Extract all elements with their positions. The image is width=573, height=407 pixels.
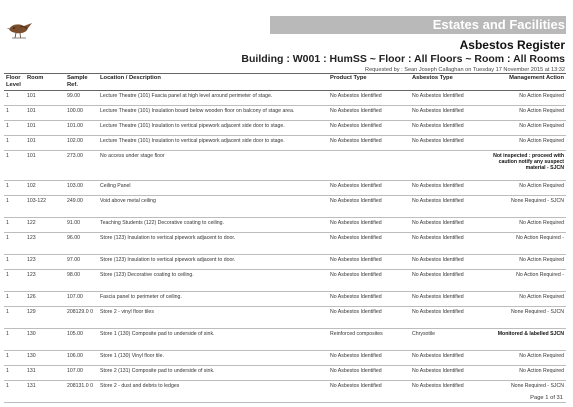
- cell-location-description: Lecture Theatre (101) Insulation to vertical pipework adjacent side door to stage.: [98, 136, 328, 151]
- requested-by-line: Requested by : Sean Joseph Callaghan on Tuesday 17 November 2015 at 13:32: [365, 67, 565, 73]
- bird-logo-icon: [6, 18, 36, 40]
- cell-location-description: Lecture Theatre (101) Fascia panel at high level around perimeter of stage.: [98, 91, 328, 106]
- cell-floor: 1: [4, 233, 25, 255]
- cell-sample-ref: 249.00: [65, 196, 98, 218]
- cell-sample-ref: 103.00: [65, 181, 98, 196]
- cell-room: 123: [25, 255, 65, 270]
- table-row: [4, 196, 566, 218]
- table-row: [4, 218, 566, 233]
- cell-floor: 1: [4, 366, 25, 381]
- cell-room: 129: [25, 307, 65, 329]
- cell-product-type: No Asbestos Identified: [328, 136, 410, 151]
- cell-asbestos-type: No Asbestos Identified: [410, 218, 485, 233]
- cell-asbestos-type: No Asbestos Identified: [410, 307, 485, 329]
- asbestos-register-table: [4, 73, 566, 403]
- cell-location-description: Void above metal ceiling: [98, 196, 328, 218]
- cell-location-description: Teaching Students (122) Decorative coating to ceiling.: [98, 218, 328, 233]
- cell-location-description: Store 2 - dust and debris to ledges: [98, 381, 328, 403]
- table-row: [4, 106, 566, 121]
- cell-floor: 1: [4, 351, 25, 366]
- cell-asbestos-type: No Asbestos Identified: [410, 106, 485, 121]
- cell-floor: 1: [4, 218, 25, 233]
- cell-floor: 1: [4, 106, 25, 121]
- column-header-asbestos-type: Asbestos Type: [410, 74, 485, 91]
- cell-room: 130: [25, 329, 65, 351]
- cell-asbestos-type: No Asbestos Identified: [410, 351, 485, 366]
- cell-sample-ref: 97.00: [65, 255, 98, 270]
- report-subtitle: Building : W001 : HumSS ~ Floor : All Floors ~ Room : All Rooms: [241, 53, 565, 65]
- cell-room: 101: [25, 106, 65, 121]
- cell-product-type: [328, 151, 410, 181]
- column-header-sample: Sample Ref.: [65, 74, 98, 91]
- cell-floor: 1: [4, 136, 25, 151]
- table-row: [4, 381, 566, 403]
- cell-room: 101: [25, 121, 65, 136]
- cell-location-description: Store (123) Insulation to vertical pipework adjacent to door.: [98, 255, 328, 270]
- cell-room: 103-122: [25, 196, 65, 218]
- cell-sample-ref: 98.00: [65, 270, 98, 292]
- cell-management-action: None Required - SJCN: [485, 196, 566, 218]
- cell-management-action: No Action Required: [485, 181, 566, 196]
- column-header-floor: Floor Level: [4, 74, 25, 91]
- cell-floor: 1: [4, 381, 25, 403]
- cell-room: 123: [25, 270, 65, 292]
- column-header-management-action: Management Action: [485, 74, 566, 91]
- cell-product-type: No Asbestos Identified: [328, 255, 410, 270]
- cell-room: 101: [25, 91, 65, 106]
- cell-room: 101: [25, 151, 65, 181]
- table-row: [4, 151, 566, 181]
- cell-product-type: No Asbestos Identified: [328, 381, 410, 403]
- cell-management-action: No Action Required: [485, 366, 566, 381]
- cell-location-description: Ceiling Panel: [98, 181, 328, 196]
- cell-room: 101: [25, 136, 65, 151]
- cell-product-type: No Asbestos Identified: [328, 91, 410, 106]
- cell-management-action: No Action Required: [485, 351, 566, 366]
- cell-sample-ref: 106.00: [65, 351, 98, 366]
- cell-floor: 1: [4, 270, 25, 292]
- cell-sample-ref: 102.00: [65, 136, 98, 151]
- cell-product-type: No Asbestos Identified: [328, 196, 410, 218]
- column-header-room: Room: [25, 74, 65, 91]
- cell-room: 131: [25, 366, 65, 381]
- table-row: [4, 351, 566, 366]
- cell-location-description: Store 2 (131) Composite pad to underside of sink.: [98, 366, 328, 381]
- cell-floor: 1: [4, 329, 25, 351]
- cell-product-type: No Asbestos Identified: [328, 218, 410, 233]
- cell-management-action: Not inspected : proceed with caution notify any suspect material - SJCN: [485, 151, 566, 181]
- cell-asbestos-type: [410, 151, 485, 181]
- cell-management-action: No Action Required: [485, 121, 566, 136]
- cell-floor: 1: [4, 151, 25, 181]
- cell-asbestos-type: No Asbestos Identified: [410, 91, 485, 106]
- cell-location-description: Fascia panel to perimeter of ceiling.: [98, 292, 328, 307]
- cell-management-action: No Action Required: [485, 136, 566, 151]
- cell-management-action: None Required - SJCN: [485, 381, 566, 403]
- cell-product-type: No Asbestos Identified: [328, 270, 410, 292]
- cell-floor: 1: [4, 91, 25, 106]
- cell-product-type: No Asbestos Identified: [328, 292, 410, 307]
- cell-sample-ref: 107.00: [65, 366, 98, 381]
- cell-asbestos-type: No Asbestos Identified: [410, 196, 485, 218]
- cell-sample-ref: 96.00: [65, 233, 98, 255]
- cell-room: 131: [25, 381, 65, 403]
- table-row: [4, 233, 566, 255]
- cell-location-description: No access under stage floor: [98, 151, 328, 181]
- cell-room: 123: [25, 233, 65, 255]
- cell-location-description: Store 1 (130) Vinyl floor tile.: [98, 351, 328, 366]
- cell-asbestos-type: No Asbestos Identified: [410, 233, 485, 255]
- cell-location-description: Lecture Theatre (101) Insulation to vertical pipework adjacent side door to stage.: [98, 121, 328, 136]
- table-row: [4, 366, 566, 381]
- cell-asbestos-type: No Asbestos Identified: [410, 270, 485, 292]
- table-row: [4, 136, 566, 151]
- cell-management-action: No Action Required -: [485, 233, 566, 255]
- table-row: [4, 329, 566, 351]
- table-body: [4, 91, 566, 403]
- table-row: [4, 307, 566, 329]
- cell-asbestos-type: No Asbestos Identified: [410, 292, 485, 307]
- cell-floor: 1: [4, 196, 25, 218]
- cell-product-type: No Asbestos Identified: [328, 181, 410, 196]
- cell-location-description: Store 2 - vinyl floor tiles: [98, 307, 328, 329]
- cell-management-action: Monitored & labelled SJCN: [485, 329, 566, 351]
- cell-room: 122: [25, 218, 65, 233]
- cell-product-type: No Asbestos Identified: [328, 233, 410, 255]
- cell-sample-ref: 100.00: [65, 106, 98, 121]
- cell-product-type: No Asbestos Identified: [328, 307, 410, 329]
- table-header-row: [4, 74, 566, 91]
- cell-management-action: None Required - SJCN: [485, 307, 566, 329]
- cell-product-type: No Asbestos Identified: [328, 366, 410, 381]
- cell-location-description: Store (123) Decorative coating to ceiling.: [98, 270, 328, 292]
- cell-sample-ref: 91.00: [65, 218, 98, 233]
- cell-location-description: Lecture Theatre (101) Insulation board below wooden floor on balcony of stage area.: [98, 106, 328, 121]
- cell-management-action: No Action Required: [485, 218, 566, 233]
- column-header-location: Location / Description: [98, 74, 328, 91]
- cell-room: 126: [25, 292, 65, 307]
- table-row: [4, 181, 566, 196]
- cell-sample-ref: 208129.0 0: [65, 307, 98, 329]
- cell-asbestos-type: No Asbestos Identified: [410, 366, 485, 381]
- cell-sample-ref: 208131.0 0: [65, 381, 98, 403]
- cell-product-type: No Asbestos Identified: [328, 351, 410, 366]
- cell-sample-ref: 273.00: [65, 151, 98, 181]
- cell-sample-ref: 105.00: [65, 329, 98, 351]
- cell-management-action: No Action Required: [485, 292, 566, 307]
- cell-asbestos-type: No Asbestos Identified: [410, 121, 485, 136]
- cell-management-action: No Action Required: [485, 255, 566, 270]
- column-header-product-type: Product Type: [328, 74, 410, 91]
- cell-sample-ref: 101.00: [65, 121, 98, 136]
- cell-location-description: Store (123) Insulation to vertical pipework adjacent to door.: [98, 233, 328, 255]
- cell-management-action: No Action Required: [485, 106, 566, 121]
- cell-floor: 1: [4, 307, 25, 329]
- cell-sample-ref: 107.00: [65, 292, 98, 307]
- cell-room: 102: [25, 181, 65, 196]
- cell-asbestos-type: No Asbestos Identified: [410, 181, 485, 196]
- cell-floor: 1: [4, 292, 25, 307]
- cell-floor: 1: [4, 255, 25, 270]
- cell-asbestos-type: No Asbestos Identified: [410, 255, 485, 270]
- cell-sample-ref: 99.00: [65, 91, 98, 106]
- cell-product-type: Reinforced composites: [328, 329, 410, 351]
- cell-product-type: No Asbestos Identified: [328, 121, 410, 136]
- cell-asbestos-type: Chrysotile: [410, 329, 485, 351]
- cell-asbestos-type: No Asbestos Identified: [410, 136, 485, 151]
- cell-management-action: No Action Required: [485, 91, 566, 106]
- table-row: [4, 121, 566, 136]
- header-title: Estates and Facilities: [432, 17, 565, 32]
- cell-location-description: Store 1 (130) Composite pad to underside of sink.: [98, 329, 328, 351]
- table-row: [4, 270, 566, 292]
- cell-management-action: No Action Required -: [485, 270, 566, 292]
- report-title: Asbestos Register: [459, 38, 565, 52]
- cell-asbestos-type: No Asbestos Identified: [410, 381, 485, 403]
- table-row: [4, 255, 566, 270]
- cell-floor: 1: [4, 181, 25, 196]
- cell-room: 130: [25, 351, 65, 366]
- cell-product-type: No Asbestos Identified: [328, 106, 410, 121]
- cell-floor: 1: [4, 121, 25, 136]
- table-row: [4, 91, 566, 106]
- table-row: [4, 292, 566, 307]
- page-number: Page 1 of 31: [530, 395, 563, 401]
